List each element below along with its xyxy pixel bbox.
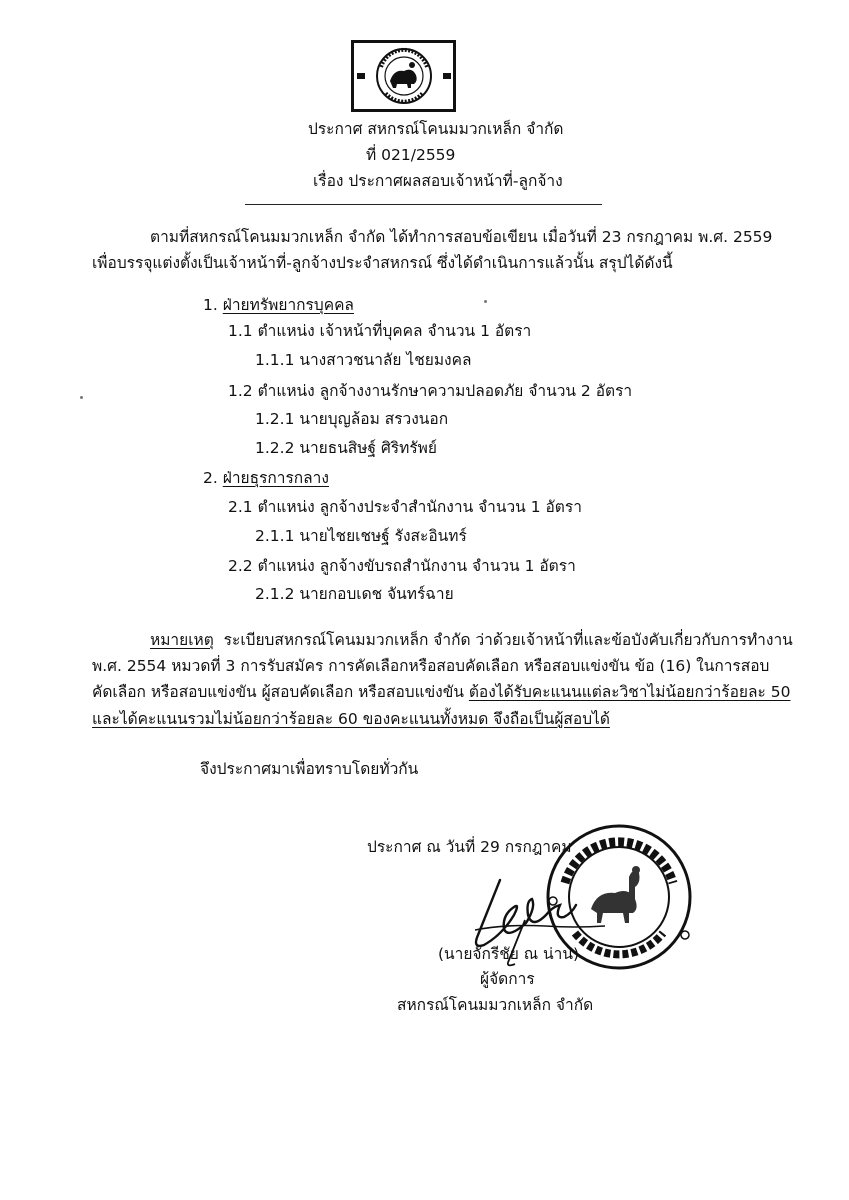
section-title: ฝ่ายทรัพยากรบุคคล xyxy=(222,296,354,314)
position-1-2: 1.2 ตำแหน่ง ลูกจ้างงานรักษาความปลอดภัย จำนวน 2 อัตรา xyxy=(228,382,633,400)
section-1-heading xyxy=(203,295,354,315)
note-requirement: ต้องได้รับคะแนนแต่ละวิชาไม่น้อยกว่าร้อยละ 50 xyxy=(468,683,791,701)
note-line-1 xyxy=(150,630,793,650)
header-divider xyxy=(245,204,602,205)
signer-organization: สหกรณ์โคนมมวกเหล็ก จำกัด xyxy=(397,996,594,1014)
note-line-3 xyxy=(92,682,791,702)
position-2-2: 2.2 ตำแหน่ง ลูกจ้างขับรถสำนักงาน จำนวน 1 อัตรา xyxy=(228,557,576,575)
person-2-1-2: 2.1.2 นายกอบเดช จันทร์ฉาย xyxy=(255,585,454,603)
scan-speck xyxy=(484,300,487,303)
section-2-heading xyxy=(203,468,329,488)
announcement-title: ประกาศ สหกรณ์โคนมมวกเหล็ก จำกัด xyxy=(308,120,564,138)
note-line-2: พ.ศ. 2554 หมวดที่ 3 การรับสมัคร การคัดเลือกหรือสอบคัดเลือก หรือสอบแข่งขัน ข้อ (16) ในการสอบ xyxy=(92,657,770,675)
person-2-1-1: 2.1.1 นายไชยเชษฐ์ รังสะอินทร์ xyxy=(255,527,467,545)
date-line: ประกาศ ณ วันที่ 29 กรกฎาคม xyxy=(367,838,572,856)
position-1-1: 1.1 ตำแหน่ง เจ้าหน้าที่บุคคล จำนวน 1 อัตรา xyxy=(228,322,532,340)
signer-name: (นายจักรีชัย ณ น่าน) xyxy=(438,945,579,963)
intro-line-1: ตามที่สหกรณ์โคนมมวกเหล็ก จำกัด ได้ทำการสอบข้อเขียน เมื่อวันที่ 23 กรกฎาคม พ.ศ. 2559 xyxy=(150,228,773,246)
section-number: 2. xyxy=(203,469,218,487)
announcement-number: ที่ 021/2559 xyxy=(366,146,456,164)
announcement-subject: เรื่อง ประกาศผลสอบเจ้าหน้าที่-ลูกจ้าง xyxy=(313,172,563,190)
note-line-4: และได้คะแนนรวมไม่น้อยกว่าร้อยละ 60 ของคะแนนทั้งหมด จึงถือเป็นผู้สอบได้ xyxy=(92,710,610,728)
scan-speck xyxy=(80,396,83,399)
cooperative-logo xyxy=(351,40,456,112)
cooperative-seal-icon xyxy=(354,43,453,109)
section-title: ฝ่ายธุรการกลาง xyxy=(222,469,329,487)
section-number: 1. xyxy=(203,296,218,314)
person-1-2-2: 1.2.2 นายธนสิษฐ์ ศิริทรัพย์ xyxy=(255,439,437,457)
intro-line-2: เพื่อบรรจุแต่งตั้งเป็นเจ้าหน้าที่-ลูกจ้างประจำสหกรณ์ ซึ่งได้ดำเนินการแล้วนั้น สรุปได้ดังนี้ xyxy=(92,254,673,272)
person-1-2-1: 1.2.1 นายบุญล้อม สรวงนอก xyxy=(255,410,449,428)
position-2-1: 2.1 ตำแหน่ง ลูกจ้างประจำสำนักงาน จำนวน 1 อัตรา xyxy=(228,498,582,516)
signer-role: ผู้จัดการ xyxy=(480,970,535,988)
note-label: หมายเหตุ xyxy=(150,631,214,649)
closing-text: จึงประกาศมาเพื่อทราบโดยทั่วกัน xyxy=(200,760,419,778)
person-1-1-1: 1.1.1 นางสาวชนาลัย ไชยมงคล xyxy=(255,351,472,369)
note-text: ระเบียบสหกรณ์โคนมมวกเหล็ก จำกัด ว่าด้วยเจ้าหน้าที่และข้อบังคับเกี่ยวกับการทำงาน xyxy=(223,631,793,649)
note-text: คัดเลือก หรือสอบแข่งขัน ผู้สอบคัดเลือก หรือสอบแข่งขัน xyxy=(92,683,469,701)
